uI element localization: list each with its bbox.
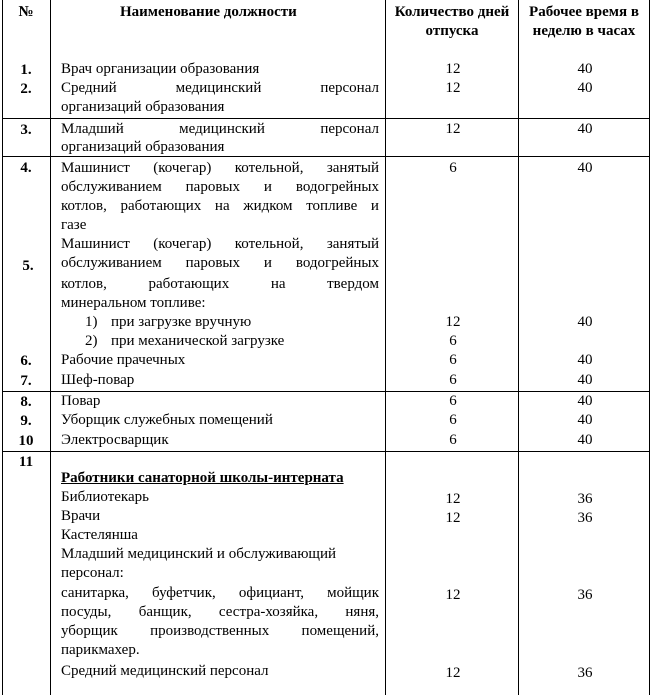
row-hours: 40 <box>577 352 593 368</box>
row-name-line: газе <box>61 217 87 233</box>
word: котельной, <box>234 236 304 252</box>
row-name-line <box>61 603 379 622</box>
word: Машинист <box>61 160 130 176</box>
row-name-line: организаций образования <box>61 99 225 115</box>
word: помещений, <box>301 623 379 639</box>
row-num: 10 <box>18 433 34 449</box>
row-days: 12 <box>445 665 461 681</box>
row-days: 6 <box>449 333 457 349</box>
row-days: 12 <box>445 510 461 526</box>
word: санитарка, <box>61 585 129 601</box>
row-days: 12 <box>445 121 461 137</box>
word: медицинский <box>179 121 265 137</box>
row-name-line <box>61 178 379 197</box>
header-num: № <box>18 4 34 20</box>
word: мойщик <box>327 585 379 601</box>
row-hours: 40 <box>577 121 593 137</box>
word: официант, <box>238 585 305 601</box>
sub-item-marker: 2) <box>85 333 98 349</box>
row-name-line: минеральном топливе: <box>61 295 206 311</box>
word: котлов, <box>61 198 107 214</box>
word: буфетчик, <box>152 585 216 601</box>
row-name: Младший медицинский и обслуживающий <box>61 546 337 562</box>
row-num: 1. <box>20 62 32 78</box>
row-hours: 40 <box>577 412 593 428</box>
word: и <box>263 179 272 195</box>
word: работающих <box>148 276 230 292</box>
row-divider <box>2 451 650 452</box>
word: работающих <box>120 198 202 214</box>
table-border-left <box>2 0 3 695</box>
sub-item-text: при механической загрузке <box>111 333 285 349</box>
row-days: 6 <box>449 352 457 368</box>
word: котлов, <box>61 276 107 292</box>
word: посуды, <box>61 604 112 620</box>
row-name: Шеф-повар <box>61 372 135 388</box>
sub-item-marker: 1) <box>85 314 98 330</box>
row-name-line <box>61 235 379 254</box>
row-name: Повар <box>61 393 101 409</box>
word: медицинский <box>175 80 262 96</box>
word: обслуживанием <box>61 255 162 271</box>
word: водогрейных <box>295 255 379 271</box>
row-hours: 40 <box>577 393 593 409</box>
row-days: 6 <box>449 372 457 388</box>
row-name-line <box>61 584 379 603</box>
table-column-divider-1 <box>50 0 51 695</box>
row-name-line <box>61 197 379 216</box>
word: уборщик <box>61 623 118 639</box>
row-days: 6 <box>449 412 457 428</box>
word: няня, <box>345 604 379 620</box>
row-num: 9. <box>20 413 32 429</box>
row-name-line: организаций образования <box>61 139 225 155</box>
row-num: 4. <box>20 160 32 176</box>
row-divider <box>2 118 650 119</box>
row-name: Врачи <box>61 508 101 524</box>
word: (кочегар) <box>153 160 212 176</box>
word: (кочегар) <box>153 236 212 252</box>
row-days: 6 <box>449 160 457 176</box>
word: Машинист <box>61 236 130 252</box>
row-name: персонал: <box>61 565 124 581</box>
word: топливе <box>306 198 358 214</box>
row-name-line <box>61 275 379 294</box>
row-name-line <box>61 622 379 641</box>
word: котельной, <box>234 160 304 176</box>
word: водогрейных <box>295 179 379 195</box>
row-name-line <box>61 120 379 139</box>
row-name: Средний медицинский персонал <box>61 663 269 679</box>
header-days: Количество дней отпуска <box>394 4 510 39</box>
row-num: 6. <box>20 353 32 369</box>
word: персонал <box>320 121 379 137</box>
row-num: 11 <box>18 454 34 470</box>
row-hours: 40 <box>577 314 593 330</box>
sub-item-text: при загрузке вручную <box>111 314 252 330</box>
row-name-line <box>61 254 379 273</box>
row-hours: 40 <box>577 432 593 448</box>
word: твердом <box>327 276 379 292</box>
word: банщик, <box>138 604 192 620</box>
word: Младший <box>61 121 124 137</box>
table-column-divider-2 <box>385 0 386 695</box>
word: обслуживанием <box>61 179 162 195</box>
row-hours: 40 <box>577 160 593 176</box>
word: производственных <box>150 623 270 639</box>
table-column-divider-3 <box>518 0 519 695</box>
word: и <box>263 255 272 271</box>
row-name-line <box>61 159 379 178</box>
row-hours: 40 <box>577 80 593 96</box>
row-num: 8. <box>20 394 32 410</box>
row-hours: 36 <box>577 665 593 681</box>
row-hours: 36 <box>577 587 593 603</box>
row-days: 6 <box>449 393 457 409</box>
word: паровых <box>185 255 240 271</box>
word: и <box>370 198 379 214</box>
row-name: Уборщик служебных помещений <box>61 412 273 428</box>
row-name: Электросварщик <box>61 432 169 448</box>
row-hours: 40 <box>577 372 593 388</box>
word: занятый <box>326 236 379 252</box>
row-days: 6 <box>449 432 457 448</box>
row-days: 12 <box>445 491 461 507</box>
header-hours: Рабочее время в неделю в часах <box>529 4 639 39</box>
row-days: 12 <box>445 61 461 77</box>
word: персонал <box>320 80 379 96</box>
row-num: 5. <box>22 258 34 274</box>
word: сестра-хозяйка, <box>218 604 319 620</box>
header-name: Наименование должности <box>120 4 297 20</box>
row-name-line <box>61 79 379 98</box>
row-name: Рабочие прачечных <box>61 352 186 368</box>
row-hours: 36 <box>577 491 593 507</box>
word: Средний <box>61 80 117 96</box>
word: паровых <box>185 179 240 195</box>
row-days: 12 <box>445 80 461 96</box>
row-days: 12 <box>445 587 461 603</box>
row-num: 3. <box>20 122 32 138</box>
row-hours: 36 <box>577 510 593 526</box>
word: жидком <box>243 198 293 214</box>
row-name: Библиотекарь <box>61 489 149 505</box>
word: на <box>214 198 230 214</box>
row-name: парикмахер. <box>61 642 140 658</box>
row-name: Кастелянша <box>61 527 138 543</box>
section-title: Работники санаторной школы-интерната <box>61 470 344 486</box>
row-num: 2. <box>20 81 32 97</box>
row-days: 12 <box>445 314 461 330</box>
word: занятый <box>326 160 379 176</box>
row-hours: 40 <box>577 61 593 77</box>
word: на <box>270 276 286 292</box>
row-num: 7. <box>20 373 32 389</box>
row-name: Врач организации образования <box>61 61 260 77</box>
